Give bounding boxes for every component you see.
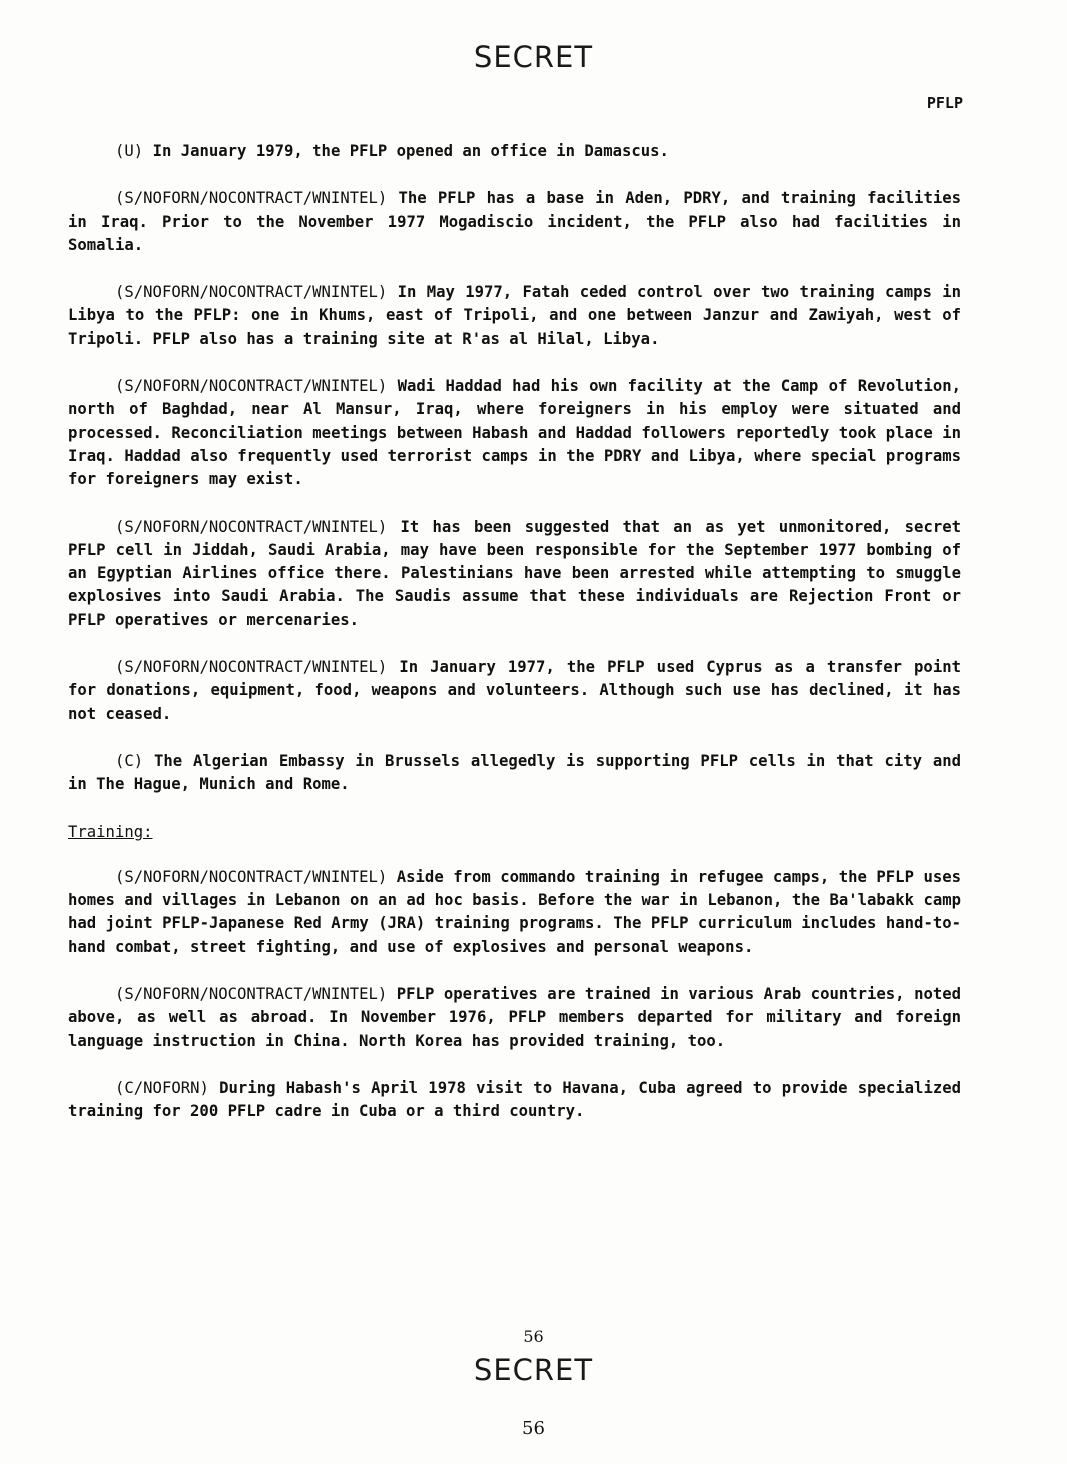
paragraph-text: Wadi Haddad had his own facility at the Camp of Revolution, north of Baghdad, near Al Mansur, Iraq, where foreigners in his employ were situated and processed. Reconciliation meetings between Habash and Haddad followers reportedly took place in Iraq. Haddad also frequently used terrorist camps in the PDRY and Libya, where special programs for foreigners may exist. <box>68 377 962 489</box>
document-body <box>68 140 961 1148</box>
classification-marking: (S/NOFORN/NOCONTRACT/WNINTEL) <box>115 658 388 677</box>
classification-banner-top: SECRET <box>473 40 594 74</box>
section-heading: Training: <box>68 822 153 841</box>
paragraph-text: The PFLP has a base in Aden, PDRY, and training facilities in Iraq. Prior to the November 1977 Mogadiscio incident, the PFLP also had facilities in Somalia. <box>68 189 961 254</box>
classification-marking: (S/NOFORN/NOCONTRACT/WNINTEL) <box>115 377 388 396</box>
page-number-footer: 56 <box>522 1418 545 1439</box>
paragraph-text: During Habash's April 1978 visit to Havana, Cuba agreed to provide specialized training for 200 PFLP cadre in Cuba or a third country. <box>68 1078 961 1121</box>
paragraph <box>68 866 961 959</box>
classification-marking: (S/NOFORN/NOCONTRACT/WNINTEL) <box>115 985 388 1004</box>
classification-marking: (S/NOFORN/NOCONTRACT/WNINTEL) <box>115 283 388 302</box>
paragraph-text: In May 1977, Fatah ceded control over two training camps in Libya to the PFLP: one in Khums, east of Tripoli, and one between Janzur and Zawiyah, west of Tripoli. PFLP also has a training site at R'as al Hilal, Libya. <box>68 283 962 348</box>
paragraph-text: Aside from commando training in refugee camps, the PFLP uses homes and villages in Lebanon on an ad hoc basis. Before the war in Lebanon, the Ba'labakk camp had joint PFLP-Japanese Red Army (JRA) training programs. The PFLP curriculum includes hand-to-hand combat, street fighting, and use of explosives and personal weapons. <box>68 867 962 956</box>
paragraph <box>68 516 961 632</box>
page-number: 56 <box>523 1327 544 1346</box>
paragraph <box>68 140 961 163</box>
classification-marking: (U) <box>115 142 144 160</box>
paragraph <box>68 750 961 797</box>
paragraph <box>68 656 961 726</box>
classification-marking: (C/NOFORN) <box>115 1078 209 1097</box>
classification-banner-bottom: SECRET <box>473 1353 594 1387</box>
classification-marking: (C) <box>115 751 144 770</box>
paragraph-text: In January 1979, the PFLP opened an office in Damascus. <box>152 142 669 160</box>
classification-marking: (S/NOFORN/NOCONTRACT/WNINTEL) <box>115 517 388 536</box>
paragraph <box>68 281 961 351</box>
classification-marking: (S/NOFORN/NOCONTRACT/WNINTEL) <box>115 189 388 208</box>
paragraph-text: In January 1977, the PFLP used Cyprus as a transfer point for donations, equipment, food, weapons and volunteers. Although such use has declined, it has not ceased. <box>68 658 961 723</box>
paragraph <box>68 983 961 1053</box>
classification-marking: (S/NOFORN/NOCONTRACT/WNINTEL) <box>115 867 388 886</box>
paragraph-text: The Algerian Embassy in Brussels allegedly is supporting PFLP cells in that city and in The Hague, Munich and Rome. <box>68 751 961 794</box>
paragraph <box>68 1077 961 1124</box>
paragraph-text: PFLP operatives are trained in various Arab countries, noted above, as well as abroad. In November 1976, PFLP members departed for military and foreign language instruction in China. North Korea has provided training, too. <box>68 985 962 1050</box>
paragraph <box>68 375 961 491</box>
paragraph-text: It has been suggested that an as yet unmonitored, secret PFLP cell in Jiddah, Saudi Arabia, may have been responsible for the September 1977 bombing of an Egyptian Airlines office there. Palestinians have been arrested while attempting to smuggle explosives into Saudi Arabia. The Saudis assume that these individuals are Rejection Front or PFLP operatives or mercenaries. <box>68 517 961 629</box>
header-code: PFLP <box>926 94 963 112</box>
paragraph <box>68 187 961 257</box>
